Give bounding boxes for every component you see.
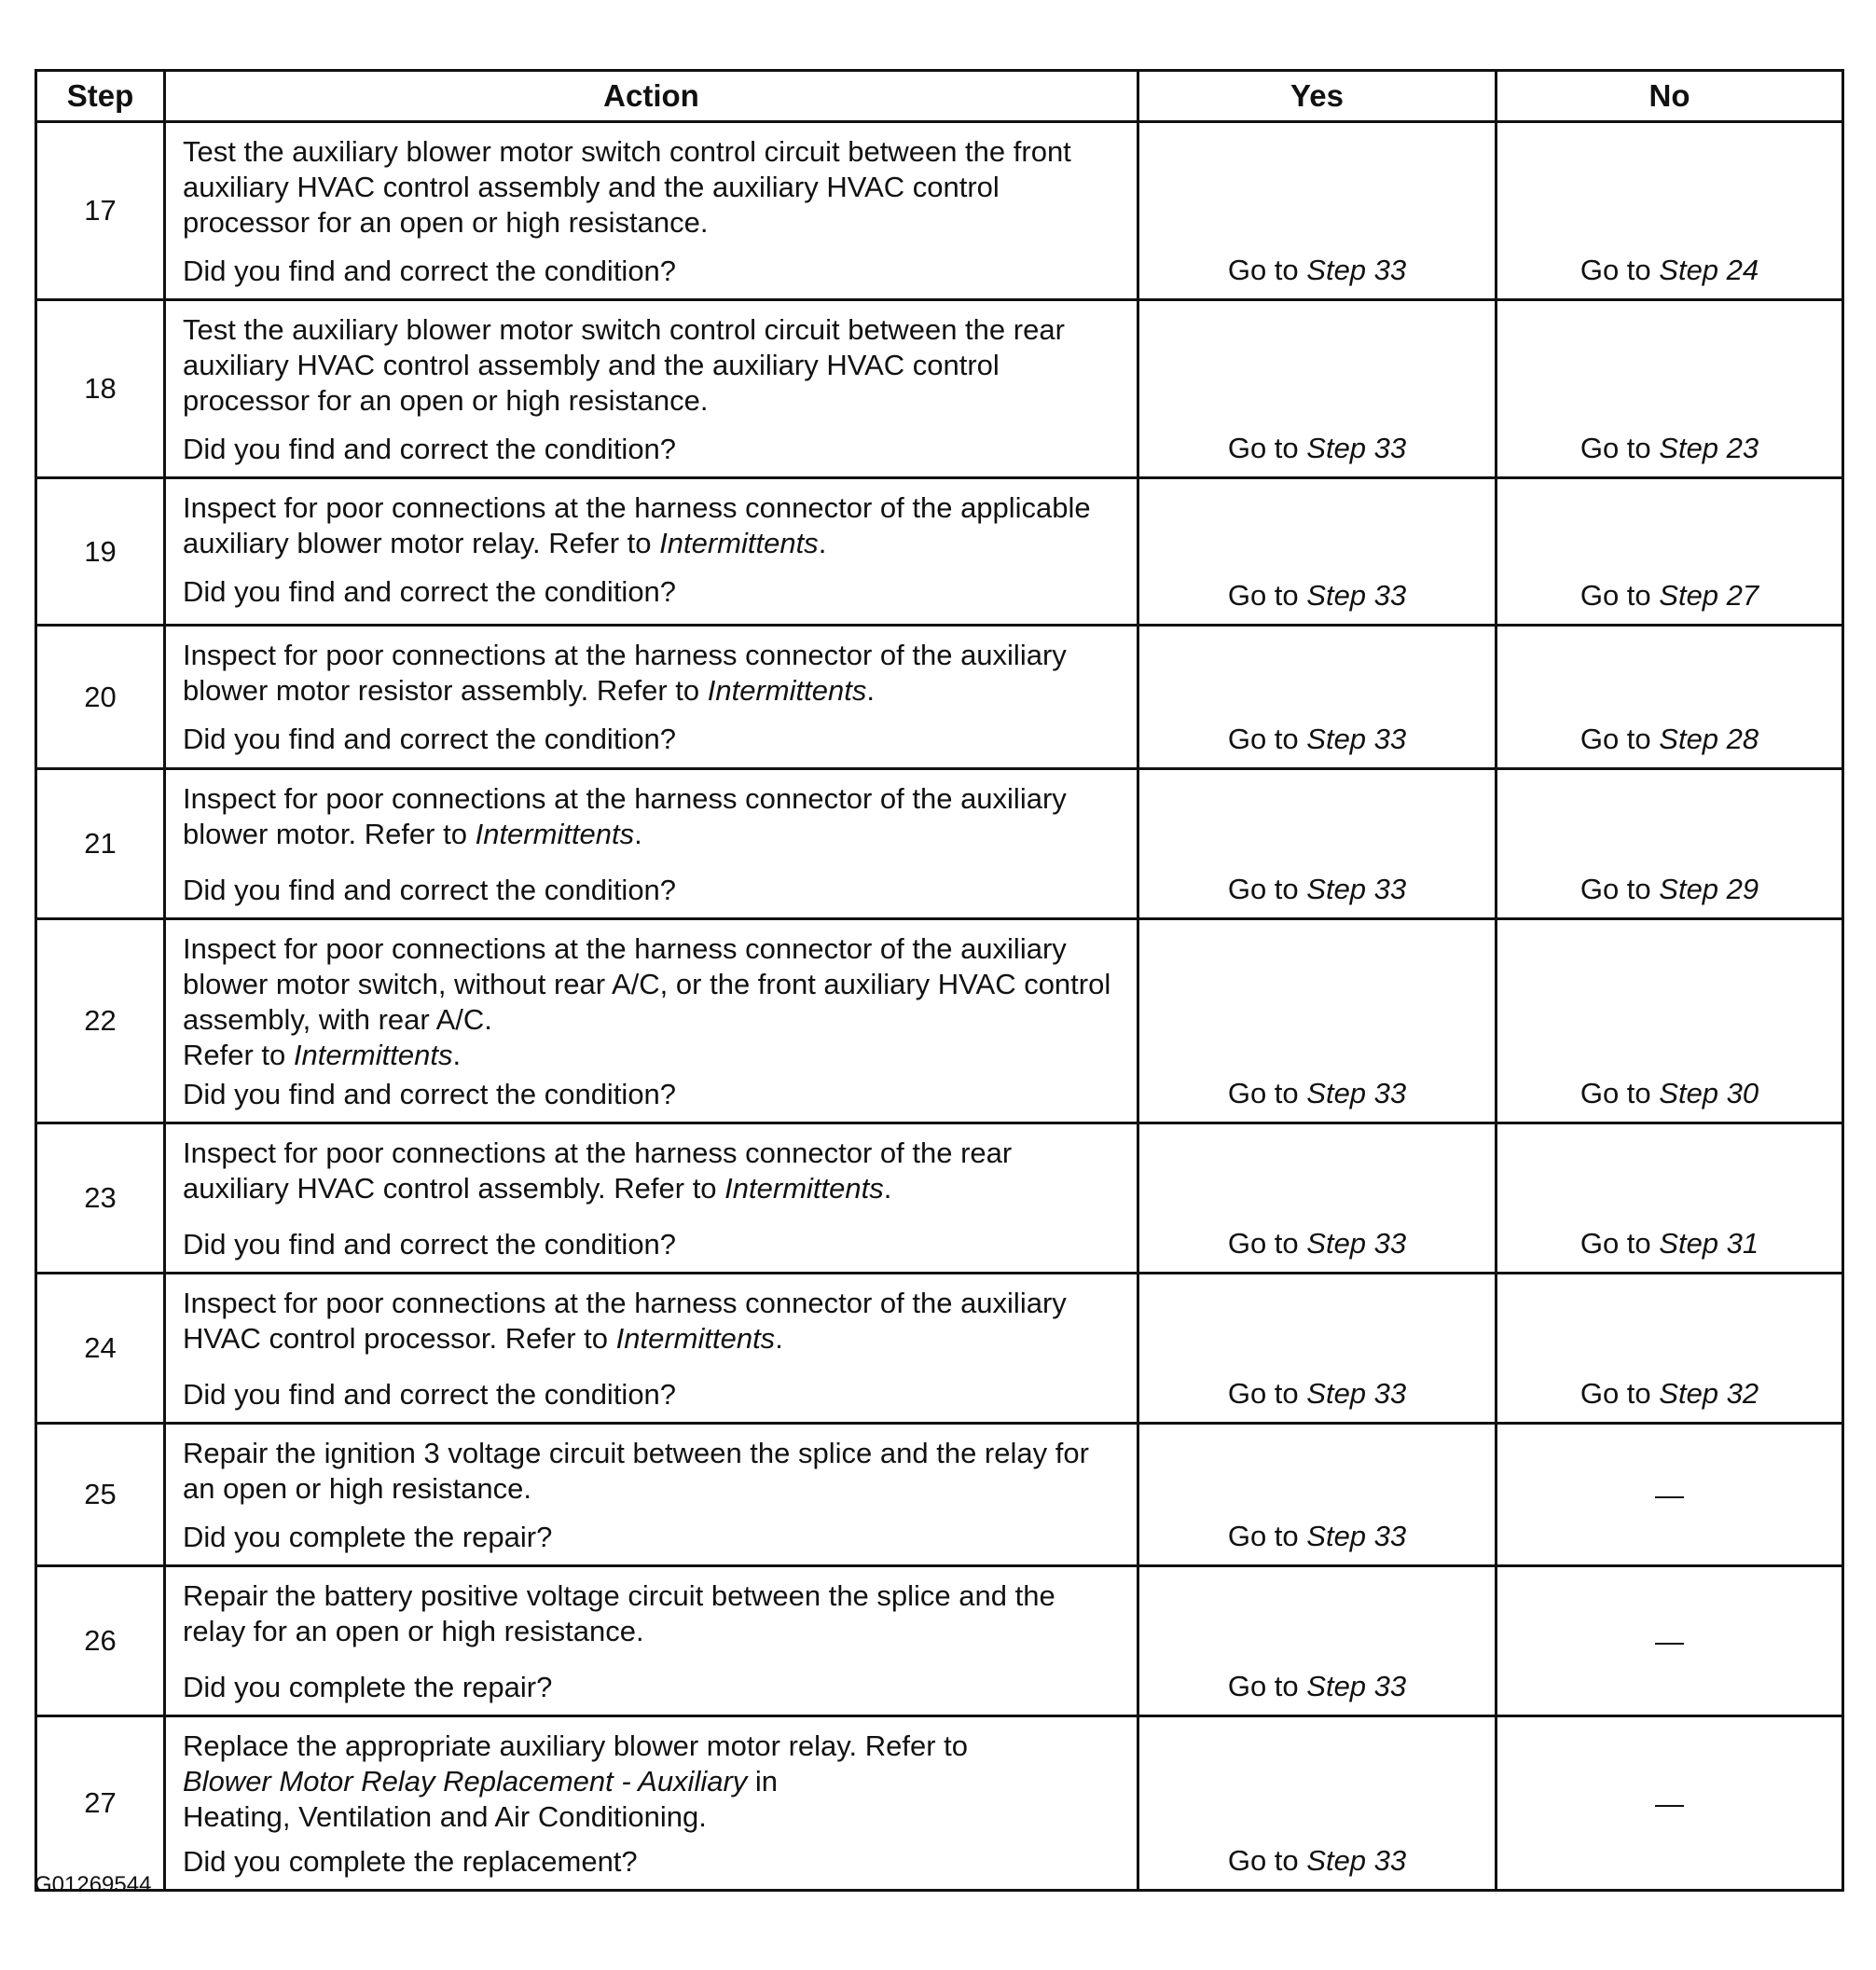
no-prefix: Go to	[1579, 873, 1651, 905]
action-text: Inspect for poor connections at the harness connector of the auxiliary HVAC control processor. Refer to Intermittents.	[183, 1287, 1067, 1355]
yes-cell	[1138, 626, 1497, 769]
yes-prefix: Go to	[1227, 1520, 1299, 1552]
no-step-link[interactable]: Step 30	[1659, 1077, 1759, 1109]
action-ref-line: Refer to Intermittents.	[183, 1039, 462, 1071]
action-body: Inspect for poor connections at the harness connector of the auxiliary blower motor resistor assembly. Refer to	[183, 639, 1067, 707]
table-row	[36, 626, 1843, 769]
action-text: Inspect for poor connections at the harness connector of the auxiliary blower motor. Refer to Intermittents.	[183, 782, 1067, 850]
step-number: 18	[36, 300, 165, 478]
reference-link[interactable]: Blower Motor Relay Replacement - Auxiliary	[183, 1765, 748, 1798]
yes-cell	[1138, 1274, 1497, 1424]
action-cell	[165, 1123, 1138, 1274]
no-cell	[1497, 478, 1843, 626]
action-ref-line	[183, 1764, 1118, 1799]
step-number: 27	[36, 1716, 165, 1891]
action-text: Inspect for poor connections at the harness connector of the auxiliary blower motor resistor assembly. Refer to Intermittents.	[183, 639, 1067, 707]
action-text: Inspect for poor connections at the harness connector of the auxiliary blower motor switch, without rear A/C, or the front auxiliary HVAC control assembly, with rear A/C.	[183, 932, 1111, 1036]
no-prefix: Go to	[1579, 254, 1651, 286]
action-text: Inspect for poor connections at the harness connector of the rear auxiliary HVAC control assembly. Refer to Intermittents.	[183, 1137, 1013, 1205]
no-cell-dash: —	[1497, 1566, 1843, 1716]
no-cell-dash: —	[1497, 1424, 1843, 1566]
action-text: Test the auxiliary blower motor switch control circuit between the rear auxiliary HVAC control assembly and the auxiliary HVAC control processor for an open or high resistance.	[183, 313, 1065, 417]
action-cell	[165, 919, 1138, 1123]
yes-prefix: Go to	[1227, 1844, 1299, 1877]
action-body: in	[754, 1765, 779, 1798]
action-text: Replace the appropriate auxiliary blower motor relay. Refer to	[183, 1729, 968, 1762]
action-body: Refer to	[183, 1039, 286, 1071]
action-body: Inspect for poor connections at the harness connector of the auxiliary blower motor. Refer to	[183, 782, 1067, 850]
diagnostic-table-sheet	[34, 69, 1842, 1892]
action-body: Inspect for poor connections at the harness connector of the rear auxiliary HVAC control assembly. Refer to	[183, 1137, 1013, 1205]
yes-prefix: Go to	[1227, 432, 1299, 464]
yes-cell	[1138, 1123, 1497, 1274]
table-row	[36, 1716, 1843, 1891]
no-prefix: Go to	[1579, 432, 1651, 464]
action-cell	[165, 478, 1138, 626]
action-cell	[165, 1566, 1138, 1716]
header-yes: Yes	[1138, 71, 1497, 122]
reference-link[interactable]: Intermittents	[659, 527, 819, 559]
yes-cell	[1138, 1716, 1497, 1891]
yes-prefix: Go to	[1227, 1670, 1299, 1702]
yes-step-link[interactable]: Step 33	[1306, 432, 1407, 464]
action-question: Did you find and correct the condition?	[183, 1378, 677, 1411]
action-cell	[165, 300, 1138, 478]
no-prefix: Go to	[1579, 1077, 1651, 1109]
table-row	[36, 122, 1843, 300]
action-cell	[165, 1274, 1138, 1424]
table-row	[36, 769, 1843, 919]
action-question: Did you complete the replacement?	[183, 1845, 638, 1878]
yes-cell	[1138, 478, 1497, 626]
action-cell	[165, 769, 1138, 919]
yes-prefix: Go to	[1227, 1377, 1299, 1410]
yes-cell	[1138, 919, 1497, 1123]
reference-link[interactable]: Intermittents	[707, 674, 867, 707]
no-prefix: Go to	[1579, 579, 1651, 612]
yes-prefix: Go to	[1227, 1077, 1299, 1109]
no-cell	[1497, 769, 1843, 919]
yes-step-link[interactable]: Step 33	[1306, 1670, 1407, 1702]
no-step-link[interactable]: Step 27	[1659, 579, 1759, 612]
action-text: Repair the battery positive voltage circuit between the splice and the relay for an open or high resistance.	[183, 1579, 1055, 1647]
no-step-link[interactable]: Step 32	[1659, 1377, 1759, 1410]
no-cell	[1497, 1123, 1843, 1274]
no-step-link[interactable]: Step 31	[1659, 1227, 1759, 1260]
yes-step-link[interactable]: Step 33	[1306, 579, 1407, 612]
yes-cell	[1138, 769, 1497, 919]
action-body: Inspect for poor connections at the harness connector of the auxiliary HVAC control processor. Refer to	[183, 1287, 1067, 1355]
yes-step-link[interactable]: Step 33	[1306, 1844, 1407, 1877]
yes-step-link[interactable]: Step 33	[1306, 723, 1407, 755]
step-number: 22	[36, 919, 165, 1123]
yes-cell	[1138, 122, 1497, 300]
action-question: Did you find and correct the condition?	[183, 874, 677, 906]
reference-link[interactable]: Intermittents	[475, 818, 635, 850]
reference-link[interactable]: Intermittents	[724, 1172, 884, 1205]
yes-step-link[interactable]: Step 33	[1306, 254, 1407, 286]
action-question: Did you find and correct the condition?	[183, 1078, 677, 1110]
action-question: Did you find and correct the condition?	[183, 433, 677, 465]
step-number: 24	[36, 1274, 165, 1424]
action-manual-section: Heating, Ventilation and Air Conditioning.	[183, 1800, 707, 1833]
yes-step-link[interactable]: Step 33	[1306, 1227, 1407, 1260]
step-number: 19	[36, 478, 165, 626]
no-cell	[1497, 122, 1843, 300]
header-action: Action	[165, 71, 1138, 122]
yes-step-link[interactable]: Step 33	[1306, 1077, 1407, 1109]
step-number: 21	[36, 769, 165, 919]
no-step-link[interactable]: Step 23	[1659, 432, 1759, 464]
header-step: Step	[36, 71, 165, 122]
table-row	[36, 1274, 1843, 1424]
action-cell	[165, 122, 1138, 300]
no-cell	[1497, 626, 1843, 769]
action-cell	[165, 1716, 1138, 1891]
yes-step-link[interactable]: Step 33	[1306, 1377, 1407, 1410]
yes-prefix: Go to	[1227, 723, 1299, 755]
action-cell	[165, 626, 1138, 769]
no-prefix: Go to	[1579, 1377, 1651, 1410]
yes-step-link[interactable]: Step 33	[1306, 1520, 1407, 1552]
action-body: Inspect for poor connections at the harness connector of the applicable auxiliary blower motor relay. Refer to	[183, 491, 1091, 559]
yes-cell	[1138, 1424, 1497, 1566]
no-prefix: Go to	[1579, 1227, 1651, 1260]
no-cell	[1497, 1274, 1843, 1424]
reference-link[interactable]: Intermittents	[615, 1322, 776, 1355]
action-question: Did you find and correct the condition?	[183, 723, 677, 755]
yes-cell	[1138, 1566, 1497, 1716]
header-no: No	[1497, 71, 1843, 122]
action-cell	[165, 1424, 1138, 1566]
action-question: Did you complete the repair?	[183, 1521, 553, 1553]
no-prefix: Go to	[1579, 723, 1651, 755]
yes-prefix: Go to	[1227, 579, 1299, 612]
table-row	[36, 1566, 1843, 1716]
no-step-link[interactable]: Step 24	[1659, 254, 1759, 286]
action-question: Did you find and correct the condition?	[183, 575, 677, 608]
diagnostic-table	[34, 69, 1844, 1892]
table-header-row	[36, 71, 1843, 122]
yes-prefix: Go to	[1227, 1227, 1299, 1260]
table-row	[36, 919, 1843, 1123]
action-text: Inspect for poor connections at the harness connector of the applicable auxiliary blower motor relay. Refer to Intermittents.	[183, 491, 1091, 559]
step-number: 26	[36, 1566, 165, 1716]
action-question: Did you complete the repair?	[183, 1671, 553, 1703]
yes-cell	[1138, 300, 1497, 478]
table-row	[36, 300, 1843, 478]
step-number: 20	[36, 626, 165, 769]
no-cell	[1497, 300, 1843, 478]
reference-link[interactable]: Intermittents	[293, 1039, 453, 1071]
action-text: Test the auxiliary blower motor switch control circuit between the front auxiliary HVAC control assembly and the auxiliary HVAC control processor for an open or high resistance.	[183, 135, 1071, 239]
yes-prefix: Go to	[1227, 873, 1299, 905]
step-number: 25	[36, 1424, 165, 1566]
action-question: Did you find and correct the condition?	[183, 255, 677, 287]
figure-id: G01269544	[34, 1872, 152, 1897]
step-number: 17	[36, 122, 165, 300]
no-cell	[1497, 919, 1843, 1123]
action-text: Repair the ignition 3 voltage circuit between the splice and the relay for an open or high resistance.	[183, 1437, 1089, 1505]
yes-prefix: Go to	[1227, 254, 1299, 286]
step-number: 23	[36, 1123, 165, 1274]
no-step-link[interactable]: Step 28	[1659, 723, 1759, 755]
no-cell-dash: —	[1497, 1716, 1843, 1891]
no-step-link[interactable]: Step 29	[1659, 873, 1759, 905]
table-row	[36, 478, 1843, 626]
yes-step-link[interactable]: Step 33	[1306, 873, 1407, 905]
table-row	[36, 1123, 1843, 1274]
action-question: Did you find and correct the condition?	[183, 1228, 677, 1261]
table-row	[36, 1424, 1843, 1566]
